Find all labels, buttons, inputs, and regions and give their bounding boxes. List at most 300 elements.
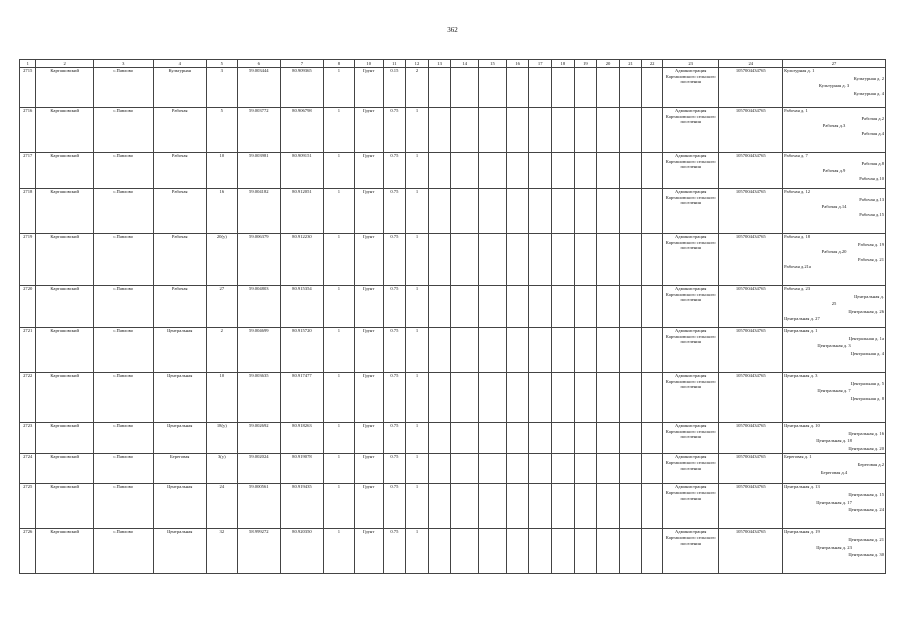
cell-surface: Грунт	[354, 373, 383, 423]
table-row	[20, 153, 886, 189]
cell-empty	[552, 373, 575, 423]
cell-street: Культурная	[153, 68, 206, 108]
cell-empty	[529, 328, 552, 373]
cell-lat: 59.003981	[237, 153, 280, 189]
cell-length: 0.75	[383, 189, 406, 234]
address-line: Центральная д. 3	[817, 343, 851, 349]
cell-house: 5	[206, 108, 237, 153]
cell-house: 10	[206, 373, 237, 423]
cell-empty	[574, 423, 597, 454]
address-line: 25	[831, 301, 837, 307]
cell-n12: 1	[406, 108, 429, 153]
cell-empty	[552, 108, 575, 153]
address-line: Центральная д. 27	[784, 316, 820, 322]
cell-code: 1057004434765	[719, 423, 783, 454]
cell-village: с.Павлово	[93, 454, 153, 484]
address-line: Центральная д. 1а	[848, 335, 884, 341]
cell-empty	[506, 234, 529, 286]
cell-lon: 80.915354	[280, 286, 323, 328]
table-row	[20, 234, 886, 286]
cell-id: 2726	[20, 529, 36, 574]
cell-empty	[479, 328, 507, 373]
address-line: Рабочая д.20	[821, 249, 847, 255]
cell-house: 3(у)	[206, 454, 237, 484]
cell-length: 0.75	[383, 328, 406, 373]
cell-lat: 59.000561	[237, 484, 280, 529]
column-number: 18	[552, 60, 575, 68]
column-number: 13	[428, 60, 451, 68]
cell-house: 20(у)	[206, 234, 237, 286]
cell-owner: Администрация Карташовского сельского поселения	[662, 108, 719, 153]
address-line: Культурная д. 3	[818, 83, 850, 89]
cell-empty	[529, 423, 552, 454]
cell-code: 1057004434765	[719, 189, 783, 234]
address-line: Рабочая д.3	[822, 123, 846, 129]
cell-owner: Администрация Карташовского сельского поселения	[662, 454, 719, 484]
cell-empty	[479, 484, 507, 529]
address-line: Центральная д. 24	[848, 507, 884, 513]
cell-addresses	[783, 234, 886, 286]
cell-surface: Грунт	[354, 529, 383, 574]
column-number: 20	[597, 60, 620, 68]
column-number: 2	[36, 60, 94, 68]
cell-empty	[479, 286, 507, 328]
address-line: Центральная д. 15	[848, 491, 884, 497]
cell-n12: 1	[406, 423, 429, 454]
cell-village: с.Павлово	[93, 529, 153, 574]
cell-code: 1057004434765	[719, 454, 783, 484]
cell-id: 2720	[20, 286, 36, 328]
column-number: 11	[383, 60, 406, 68]
cell-empty	[642, 454, 663, 484]
cell-empty	[642, 153, 663, 189]
cell-empty	[451, 454, 479, 484]
cell-empty	[451, 189, 479, 234]
cell-village: с.Павлово	[93, 108, 153, 153]
column-number: 6	[237, 60, 280, 68]
cell-empty	[529, 153, 552, 189]
cell-code: 1057004434765	[719, 373, 783, 423]
cell-empty	[428, 373, 451, 423]
column-number: 10	[354, 60, 383, 68]
cell-house: 32	[206, 529, 237, 574]
cell-lat: 59.002024	[237, 454, 280, 484]
cell-empty	[619, 153, 642, 189]
column-number: 7	[280, 60, 323, 68]
cell-empty	[529, 286, 552, 328]
cell-empty	[479, 454, 507, 484]
cell-district: Карташовский	[36, 454, 94, 484]
cell-empty	[597, 189, 620, 234]
cell-empty	[552, 68, 575, 108]
cell-empty	[597, 423, 620, 454]
cell-lon: 80.906798	[280, 108, 323, 153]
cell-district: Карташовский	[36, 108, 94, 153]
cell-id: 2719	[20, 234, 36, 286]
road-registry-table	[19, 59, 886, 574]
cell-empty	[574, 328, 597, 373]
cell-empty	[597, 68, 620, 108]
cell-empty	[506, 68, 529, 108]
cell-empty	[619, 108, 642, 153]
cell-empty	[619, 286, 642, 328]
cell-id: 2721	[20, 328, 36, 373]
cell-empty	[552, 286, 575, 328]
cell-village: с.Павлово	[93, 484, 153, 529]
address-line: Рабочая д.8	[861, 160, 884, 166]
cell-surface: Грунт	[354, 68, 383, 108]
cell-surface: Грунт	[354, 108, 383, 153]
cell-empty	[597, 484, 620, 529]
cell-village: с.Павлово	[93, 234, 153, 286]
cell-street: Центральная	[153, 423, 206, 454]
cell-empty	[506, 286, 529, 328]
cell-code: 1057004434765	[719, 153, 783, 189]
table-row	[20, 189, 886, 234]
cell-empty	[642, 286, 663, 328]
cell-empty	[428, 68, 451, 108]
cell-empty	[506, 328, 529, 373]
cell-lanes: 1	[324, 328, 355, 373]
cell-lon: 80.917477	[280, 373, 323, 423]
cell-empty	[597, 153, 620, 189]
column-number: 14	[451, 60, 479, 68]
cell-street: Рабочая	[153, 234, 206, 286]
address-line: Рабочая д. 7	[784, 153, 808, 158]
address-line: Рабочая д. 18	[784, 234, 811, 239]
cell-house: 10	[206, 153, 237, 189]
cell-empty	[529, 484, 552, 529]
cell-id: 2722	[20, 373, 36, 423]
cell-length: 0.75	[383, 234, 406, 286]
cell-empty	[597, 454, 620, 484]
cell-empty	[506, 454, 529, 484]
cell-empty	[574, 286, 597, 328]
cell-empty	[506, 484, 529, 529]
cell-empty	[506, 373, 529, 423]
address-line: Центральная д. 21	[848, 536, 884, 542]
cell-owner: Администрация Карташовского сельского поселения	[662, 423, 719, 454]
cell-n12: 1	[406, 328, 429, 373]
cell-lon: 80.919435	[280, 484, 323, 529]
cell-n12: 1	[406, 189, 429, 234]
cell-empty	[428, 529, 451, 574]
cell-empty	[642, 484, 663, 529]
address-line: Центральная д. 3	[784, 373, 818, 378]
cell-lanes: 1	[324, 108, 355, 153]
cell-empty	[451, 108, 479, 153]
address-line: Береговая д.4	[820, 469, 848, 475]
cell-village: с.Павлово	[93, 423, 153, 454]
cell-id: 2718	[20, 189, 36, 234]
cell-empty	[597, 108, 620, 153]
cell-id: 2723	[20, 423, 36, 454]
cell-empty	[574, 454, 597, 484]
cell-lat: 59.003444	[237, 68, 280, 108]
cell-code: 1057004434765	[719, 484, 783, 529]
cell-street: Рабочая	[153, 189, 206, 234]
cell-empty	[529, 68, 552, 108]
address-line: Береговая д. 1	[784, 454, 812, 460]
cell-house: 2	[206, 328, 237, 373]
cell-length: 0.75	[383, 529, 406, 574]
cell-empty	[574, 529, 597, 574]
column-number: 22	[642, 60, 663, 68]
cell-owner: Администрация Карташовского сельского поселения	[662, 328, 719, 373]
cell-id: 2716	[20, 108, 36, 153]
cell-empty	[451, 328, 479, 373]
cell-owner: Администрация Карташовского сельского поселения	[662, 153, 719, 189]
cell-empty	[506, 423, 529, 454]
cell-surface: Грунт	[354, 328, 383, 373]
cell-id: 2725	[20, 484, 36, 529]
cell-village: с.Павлово	[93, 189, 153, 234]
cell-lon: 80.915720	[280, 328, 323, 373]
address-line: Рабочая д.14	[821, 204, 847, 210]
column-number: 24	[719, 60, 783, 68]
table-row	[20, 286, 886, 328]
cell-lon: 80.918263	[280, 423, 323, 454]
cell-surface: Грунт	[354, 484, 383, 529]
column-number: 17	[529, 60, 552, 68]
cell-village: с.Павлово	[93, 286, 153, 328]
cell-empty	[574, 189, 597, 234]
cell-length: 0.75	[383, 373, 406, 423]
cell-empty	[552, 189, 575, 234]
cell-empty	[597, 529, 620, 574]
cell-empty	[619, 529, 642, 574]
column-number: 23	[662, 60, 719, 68]
cell-empty	[428, 108, 451, 153]
cell-empty	[479, 423, 507, 454]
cell-empty	[428, 234, 451, 286]
address-line: Рабочая д.15	[859, 211, 884, 217]
address-line: Рабочая д. 12	[784, 189, 811, 194]
cell-empty	[479, 373, 507, 423]
column-number: 8	[324, 60, 355, 68]
table-row	[20, 328, 886, 373]
cell-code: 1057004434765	[719, 529, 783, 574]
cell-street: Центральная	[153, 373, 206, 423]
address-line: Центральная д. 13	[784, 484, 820, 490]
cell-lanes: 1	[324, 529, 355, 574]
cell-id: 2724	[20, 454, 36, 484]
cell-addresses	[783, 454, 886, 484]
cell-lanes: 1	[324, 189, 355, 234]
page-number: 362	[447, 26, 458, 34]
address-line: Центральная д. 30	[848, 552, 884, 558]
cell-empty	[506, 153, 529, 189]
cell-empty	[619, 484, 642, 529]
cell-empty	[642, 189, 663, 234]
cell-empty	[642, 328, 663, 373]
cell-addresses	[783, 328, 886, 373]
cell-empty	[552, 153, 575, 189]
cell-length: 0.75	[383, 454, 406, 484]
column-number: 19	[574, 60, 597, 68]
cell-empty	[574, 153, 597, 189]
cell-code: 1057004434765	[719, 328, 783, 373]
cell-empty	[642, 423, 663, 454]
cell-n12: 2	[406, 68, 429, 108]
cell-n12: 1	[406, 484, 429, 529]
column-number: 1	[20, 60, 36, 68]
cell-empty	[479, 234, 507, 286]
cell-lat: 59.003635	[237, 373, 280, 423]
cell-lat: 59.006379	[237, 234, 280, 286]
cell-street: Центральная	[153, 529, 206, 574]
cell-length: 0.75	[383, 153, 406, 189]
cell-id: 2715	[20, 68, 36, 108]
cell-district: Карташовский	[36, 153, 94, 189]
cell-addresses	[783, 484, 886, 529]
cell-addresses	[783, 153, 886, 189]
cell-length: 0.15	[383, 68, 406, 108]
cell-addresses	[783, 286, 886, 328]
cell-surface: Грунт	[354, 153, 383, 189]
address-line: Рабочая д. 1	[784, 108, 808, 113]
cell-street: Береговая	[153, 454, 206, 484]
cell-surface: Грунт	[354, 454, 383, 484]
cell-empty	[529, 234, 552, 286]
cell-addresses	[783, 189, 886, 234]
cell-length: 0.75	[383, 423, 406, 454]
cell-lat: 59.004803	[237, 286, 280, 328]
cell-district: Карташовский	[36, 234, 94, 286]
address-line: Рабочая д.21а	[784, 264, 811, 270]
cell-empty	[597, 328, 620, 373]
address-line: Центральная д. 26	[848, 308, 884, 314]
cell-empty	[451, 68, 479, 108]
cell-code: 1057004434765	[719, 286, 783, 328]
cell-street: Центральная	[153, 328, 206, 373]
cell-code: 1057004434765	[719, 108, 783, 153]
cell-empty	[642, 68, 663, 108]
cell-empty	[529, 189, 552, 234]
cell-empty	[597, 234, 620, 286]
cell-empty	[506, 108, 529, 153]
cell-lon: 80.909151	[280, 153, 323, 189]
cell-lanes: 1	[324, 234, 355, 286]
cell-lat: 59.004699	[237, 328, 280, 373]
cell-lat: 59.004182	[237, 189, 280, 234]
cell-empty	[451, 153, 479, 189]
cell-code: 1057004434765	[719, 68, 783, 108]
cell-empty	[479, 529, 507, 574]
cell-lanes: 1	[324, 423, 355, 454]
cell-empty	[619, 234, 642, 286]
cell-street: Рабочая	[153, 286, 206, 328]
cell-empty	[451, 234, 479, 286]
cell-surface: Грунт	[354, 423, 383, 454]
cell-empty	[552, 423, 575, 454]
cell-lat: 59.003772	[237, 108, 280, 153]
address-line: Центральная д. 16	[848, 430, 884, 436]
cell-empty	[574, 108, 597, 153]
cell-empty	[451, 286, 479, 328]
cell-lon: 80.909365	[280, 68, 323, 108]
cell-lanes: 1	[324, 286, 355, 328]
cell-empty	[552, 234, 575, 286]
cell-n12: 1	[406, 153, 429, 189]
cell-owner: Администрация Карташовского сельского поселения	[662, 189, 719, 234]
cell-empty	[529, 454, 552, 484]
cell-village: с.Павлово	[93, 328, 153, 373]
address-line: Центральная д. 10	[784, 423, 820, 428]
column-number: 3	[93, 60, 153, 68]
address-line: Центральная д. 5	[850, 380, 884, 386]
cell-owner: Администрация Карташовского сельского поселения	[662, 286, 719, 328]
cell-district: Карташовский	[36, 68, 94, 108]
cell-empty	[479, 108, 507, 153]
cell-district: Карташовский	[36, 373, 94, 423]
cell-lanes: 1	[324, 484, 355, 529]
cell-empty	[451, 529, 479, 574]
cell-empty	[428, 328, 451, 373]
cell-empty	[451, 484, 479, 529]
cell-village: с.Павлово	[93, 68, 153, 108]
cell-district: Карташовский	[36, 286, 94, 328]
cell-empty	[619, 68, 642, 108]
cell-district: Карташовский	[36, 484, 94, 529]
cell-street: Рабочая	[153, 153, 206, 189]
cell-n12: 1	[406, 286, 429, 328]
address-line: Центральная д. 18	[816, 438, 852, 444]
cell-surface: Грунт	[354, 234, 383, 286]
column-number: 16	[506, 60, 529, 68]
cell-owner: Администрация Карташовского сельского поселения	[662, 373, 719, 423]
cell-n12: 1	[406, 373, 429, 423]
cell-district: Карташовский	[36, 529, 94, 574]
cell-empty	[619, 328, 642, 373]
address-line: Центральная д. 1	[784, 328, 818, 333]
cell-street: Центральная	[153, 484, 206, 529]
cell-empty	[479, 68, 507, 108]
cell-empty	[451, 373, 479, 423]
table-row	[20, 68, 886, 108]
cell-empty	[642, 108, 663, 153]
cell-addresses	[783, 423, 886, 454]
cell-empty	[597, 373, 620, 423]
cell-lanes: 1	[324, 373, 355, 423]
cell-empty	[574, 373, 597, 423]
address-line: Рабочая д. 23	[784, 286, 811, 291]
table-row	[20, 373, 886, 423]
cell-lat: 59.002692	[237, 423, 280, 454]
table-row	[20, 108, 886, 153]
table-row	[20, 423, 886, 454]
column-number: 5	[206, 60, 237, 68]
cell-addresses	[783, 108, 886, 153]
cell-lon: 80.912230	[280, 234, 323, 286]
table-row	[20, 454, 886, 484]
cell-lon: 80.919078	[280, 454, 323, 484]
cell-street: Рабочая	[153, 108, 206, 153]
cell-empty	[428, 423, 451, 454]
cell-n12: 1	[406, 234, 429, 286]
cell-empty	[619, 373, 642, 423]
cell-house: 18(у)	[206, 423, 237, 454]
address-line: Центральная д. 20	[848, 445, 884, 451]
address-line: Центральная д. 7	[817, 388, 851, 394]
cell-surface: Грунт	[354, 189, 383, 234]
cell-district: Карташовский	[36, 423, 94, 454]
address-line: Центральная д. 17	[816, 499, 852, 505]
cell-empty	[574, 484, 597, 529]
cell-empty	[574, 234, 597, 286]
cell-owner: Администрация Карташовского сельского поселения	[662, 484, 719, 529]
cell-empty	[574, 68, 597, 108]
